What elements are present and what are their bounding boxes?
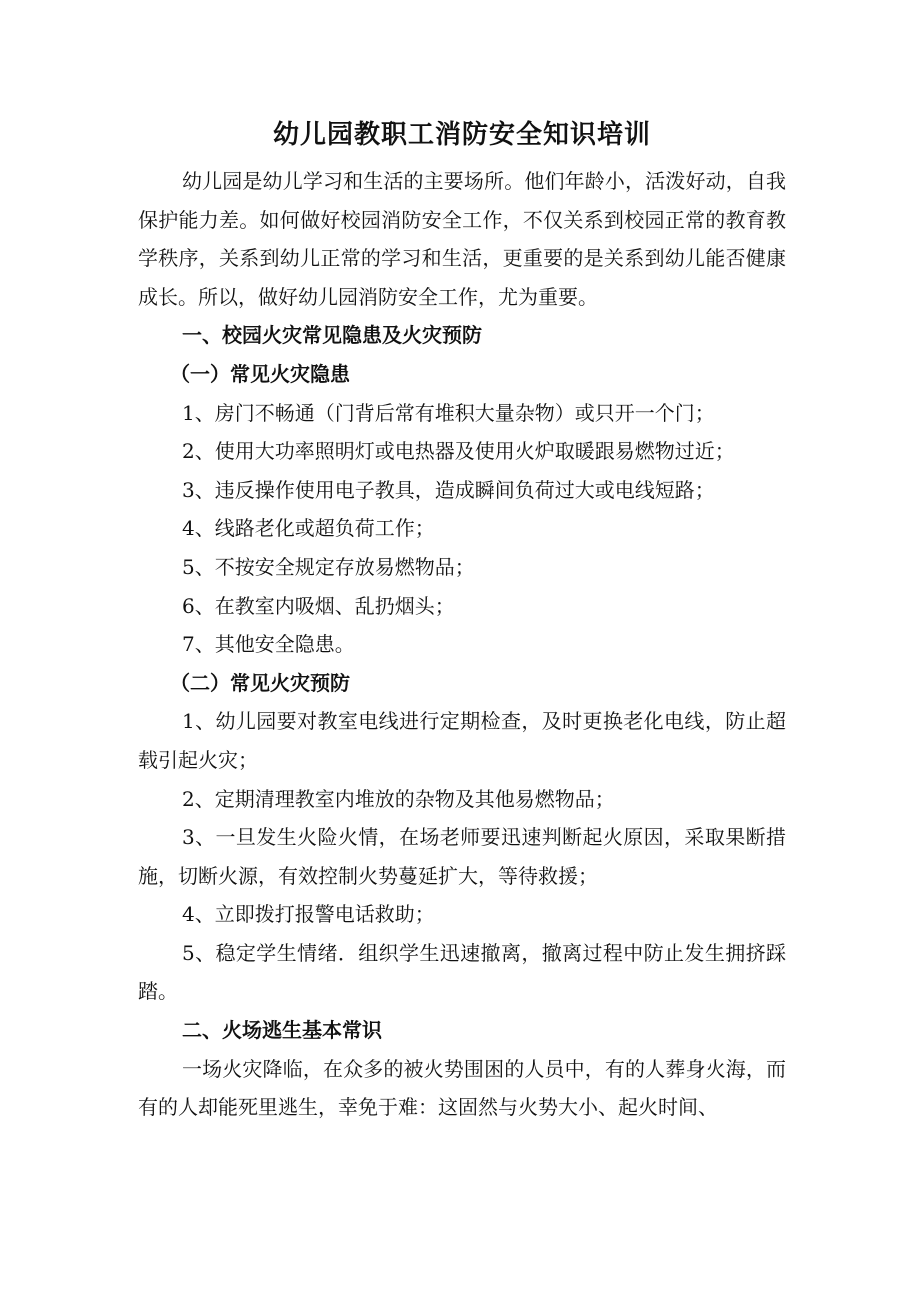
escape-paragraph: 一场火灾降临，在众多的被火势围困的人员中，有的人葬身火海，而有的人却能死里逃生，幸免于难：这固然与火势大小、起火时间、: [138, 1056, 786, 1120]
list-item: 5、稳定学生情绪．组织学生迅速撤离，撤离过程中防止发生拥挤踩踏。: [138, 940, 786, 1004]
section-heading-2: 二、火场逃生基本常识: [182, 1018, 382, 1043]
list-item: 5、不按安全规定存放易燃物品；: [182, 554, 475, 579]
list-item: 7、其他安全隐患。: [182, 632, 355, 657]
subsection-heading-hazards: （一）常见火灾隐患: [170, 361, 350, 386]
intro-paragraph: 幼儿园是幼儿学习和生活的主要场所。他们年龄小，活泼好动，自我保护能力差。如何做好校园消防安全工作，不仅关系到校园正常的教育教学秩序，关系到幼儿正常的学习和生活，更重要的是关系到幼儿能否健康成长。所以，做好幼儿园消防安全工作，尤为重要。: [138, 169, 786, 309]
list-item: 2、使用大功率照明灯或电热器及使用火炉取暖跟易燃物过近；: [182, 439, 735, 464]
list-item: 6、在教室内吸烟、乱扔烟头；: [182, 593, 455, 618]
list-item: 3、一旦发生火险火情，在场老师要迅速判断起火原因，采取果断措施，切断火源，有效控制火势蔓延扩大，等待救援；: [138, 825, 786, 888]
list-item: 1、幼儿园要对教室电线进行定期检查，及时更换老化电线，防止超载引起火灾；: [138, 709, 786, 772]
list-item: 2、定期清理教室内堆放的杂物及其他易燃物品；: [182, 786, 615, 811]
list-item: 3、违反操作使用电子教具，造成瞬间负荷过大或电线短路；: [182, 477, 715, 502]
section-heading-1: 一、校园火灾常见隐患及火灾预防: [182, 323, 482, 348]
document-page: [138, 112, 786, 1127]
list-item: 4、线路老化或超负荷工作；: [182, 516, 435, 541]
list-item: 1、房门不畅通（门背后常有堆积大量杂物）或只开一个门；: [182, 400, 715, 425]
document-title: 幼儿园教职工消防安全知识培训: [272, 120, 651, 150]
list-item: 4、立即拨打报警电话救助；: [182, 902, 435, 927]
subsection-heading-prevention: （二）常见火灾预防: [170, 670, 350, 695]
